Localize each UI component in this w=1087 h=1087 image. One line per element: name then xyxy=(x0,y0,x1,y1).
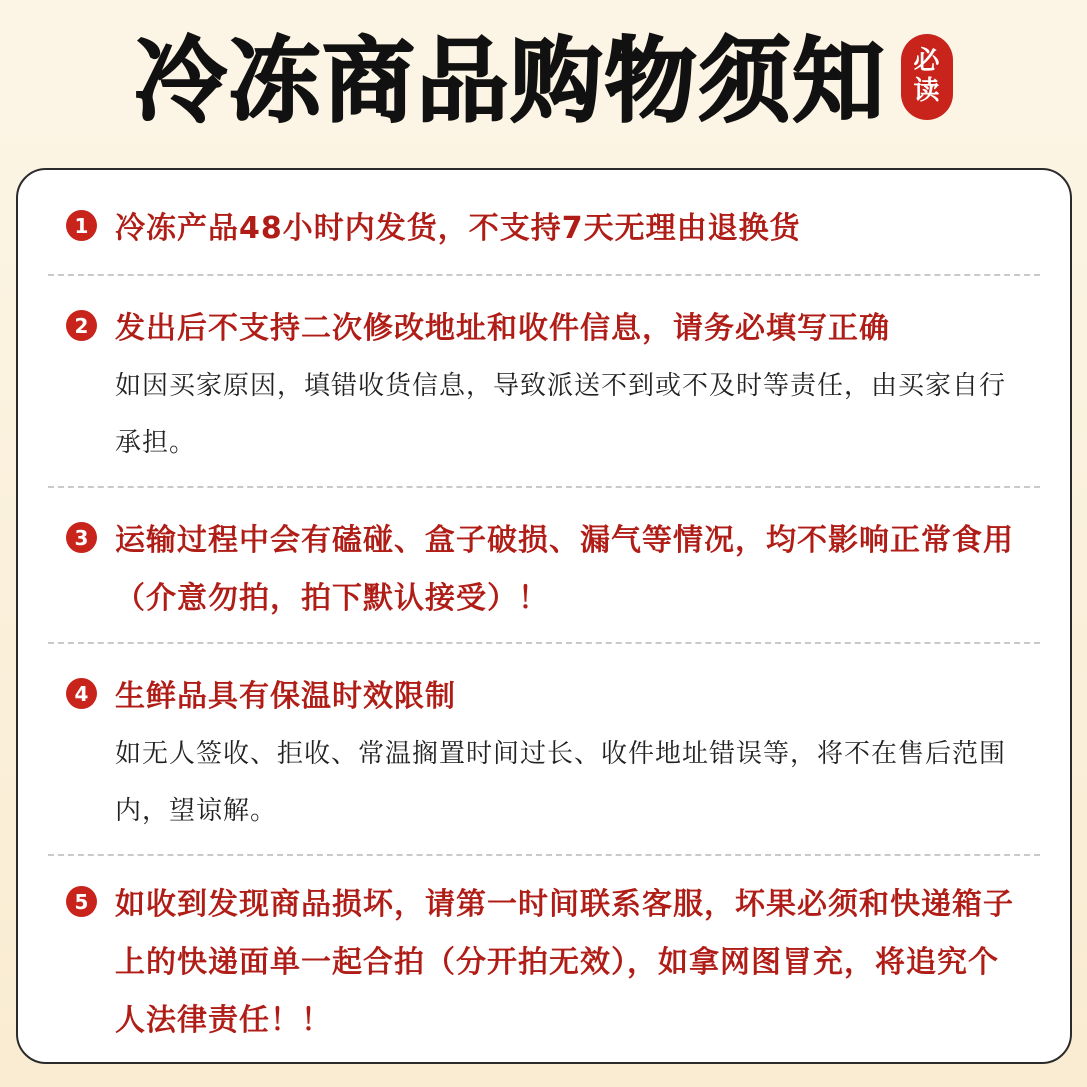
notice-heading-4: 生鲜品具有保温时效限制 xyxy=(115,679,456,714)
number-badge-2: 2 xyxy=(66,310,97,341)
notice-heading-1: 冷冻产品48小时内发货，不支持7天无理由退换货 xyxy=(115,211,801,246)
divider xyxy=(48,274,1040,276)
notice-item-1 xyxy=(66,200,1022,258)
divider xyxy=(48,642,1040,644)
number-badge-3: 3 xyxy=(66,522,97,553)
number-badge-5: 5 xyxy=(66,886,97,917)
badge-char-2: 读 xyxy=(913,76,940,106)
divider xyxy=(48,854,1040,856)
notice-item-4 xyxy=(66,668,1022,840)
must-read-badge xyxy=(901,34,953,120)
number-badge-1: 1 xyxy=(66,210,97,241)
notice-card xyxy=(16,168,1072,1064)
notice-heading-2: 发出后不支持二次修改地址和收件信息，请务必填写正确 xyxy=(115,311,890,346)
notice-heading-5: 如收到发现商品损坏，请第一时间联系客服，坏果必须和快递箱子上的快递面单一起合拍（分开拍无效），如拿网图冒充，将追究个人法律责任！！ xyxy=(115,887,1014,1038)
badge-char-1: 必 xyxy=(913,46,940,77)
notice-body-2: 如因买家原因，填错收货信息，导致派送不到或不及时等责任，由买家自行承担。 xyxy=(115,371,1007,458)
notice-item-3 xyxy=(66,512,1022,628)
number-badge-4: 4 xyxy=(66,678,97,709)
header xyxy=(0,22,1087,142)
notice-heading-3: 运输过程中会有磕碰、盒子破损、漏气等情况，均不影响正常食用（介意勿拍，拍下默认接受）！ xyxy=(115,523,1014,616)
page-title: 冷冻商品购物须知 xyxy=(134,28,887,135)
notice-body-4: 如无人签收、拒收、常温搁置时间过长、收件地址错误等，将不在售后范围内，望谅解。 xyxy=(115,739,1007,826)
notice-item-2 xyxy=(66,300,1022,472)
divider xyxy=(48,486,1040,488)
notice-item-5 xyxy=(66,876,1022,1050)
